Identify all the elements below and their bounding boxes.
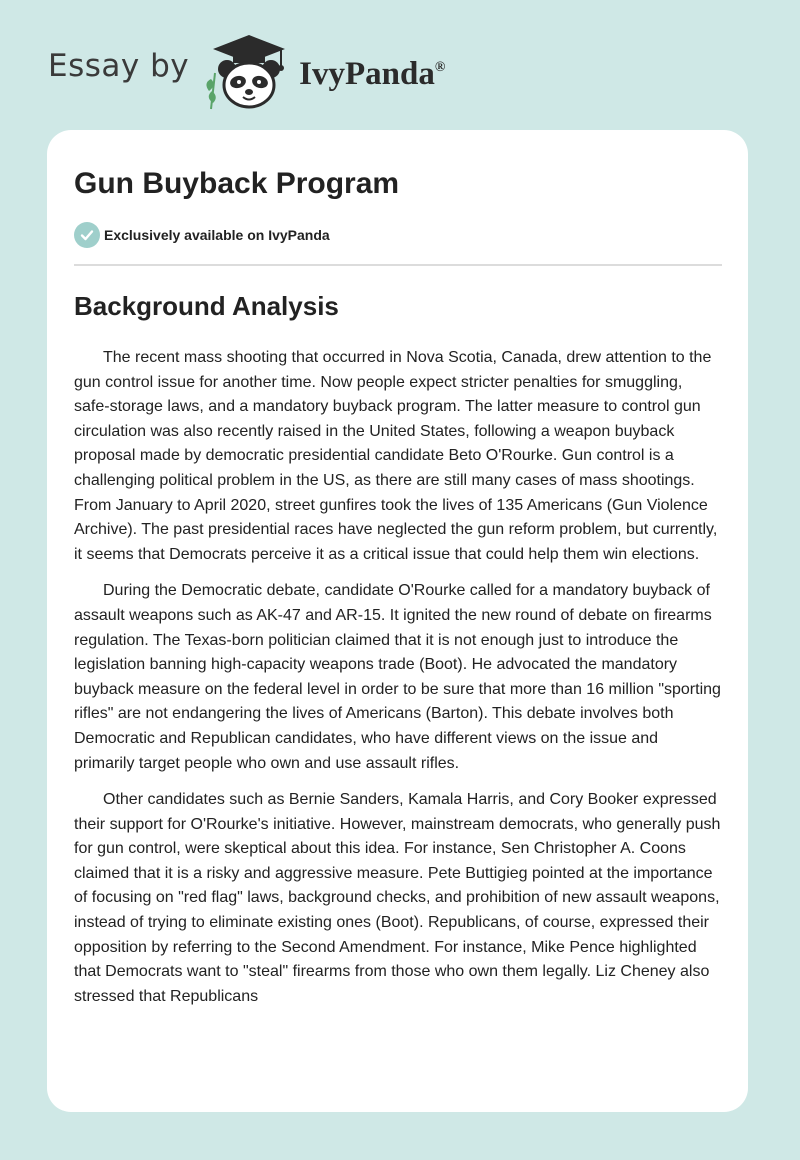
registered-mark: ® bbox=[434, 59, 446, 75]
exclusive-notice bbox=[74, 222, 722, 248]
paragraph-3: Other candidates such as Bernie Sanders, Kamala Harris, and Cory Booker expressed their support for O'Rourke's initiative. However, mainstream democrats, who generally push for gun control, were skeptical about this idea. For instance, Sen Christopher A. Coons claimed that it is a risky and aggressive measure. Pete Buttigieg pointed at the importance of focusing on "red flag" laws, background checks, and prohibition of new assault weapons, instead of trying to eliminate existing ones (Boot). Republicans, of course, expressed their opposition by referring to the Second Amendment. For instance, Mike Pence highlighted that Democrats want to "steal" firearms from those who own them legally. Liz Cheney also stressed that Republicans bbox=[74, 791, 721, 1005]
essay-card bbox=[47, 130, 748, 1112]
panda-logo-icon bbox=[203, 33, 295, 111]
brand-name bbox=[299, 56, 445, 93]
brand-name-text: IvyPanda bbox=[299, 55, 435, 92]
paragraph-2: During the Democratic debate, candidate O'Rourke called for a mandatory buyback of assault weapons such as AK-47 and AR-15. It ignited the new round of debate on firearms regulation. The Texas-born politician claimed that it is not enough just to introduce the legislation banning high-capacity weapons trade (Boot). He advocated the mandatory buyback measure on the federal level in order to be sure that more than 16 million "sporting rifles" are not endangering the lives of Americans (Barton). This debate involves both Democratic and Republican candidates, who have different views on the issue and primarily target people who own and use assault rifles. bbox=[74, 582, 721, 772]
site-header bbox=[48, 32, 445, 112]
exclusive-label: Exclusively available on IvyPanda bbox=[104, 227, 330, 243]
essay-content bbox=[47, 166, 748, 1009]
page-title: Gun Buyback Program bbox=[74, 167, 400, 200]
check-icon bbox=[74, 222, 100, 248]
section-heading: Background Analysis bbox=[74, 291, 339, 321]
essay-by-label: Essay by bbox=[48, 48, 190, 84]
paragraph-1: The recent mass shooting that occurred in Nova Scotia, Canada, drew attention to the gun control issue for another time. Now people expect stricter penalties for smuggling, safe-storage laws, and a mandatory buyback program. The latter measure to control gun circulation was also recently raised in the United States, following a weapon buyback proposal made by democratic presidential candidate Beto O'Rourke. Gun control is a challenging political problem in the US, as there are still many cases of mass shootings. From January to April 2020, street gunfires took the lives of 135 Americans (Gun Violence Archive). The past presidential races have neglected the gun reform problem, but currently, it seems that Democrats perceive it as a critical issue that could help them win elections. bbox=[74, 349, 718, 563]
divider bbox=[74, 264, 722, 266]
